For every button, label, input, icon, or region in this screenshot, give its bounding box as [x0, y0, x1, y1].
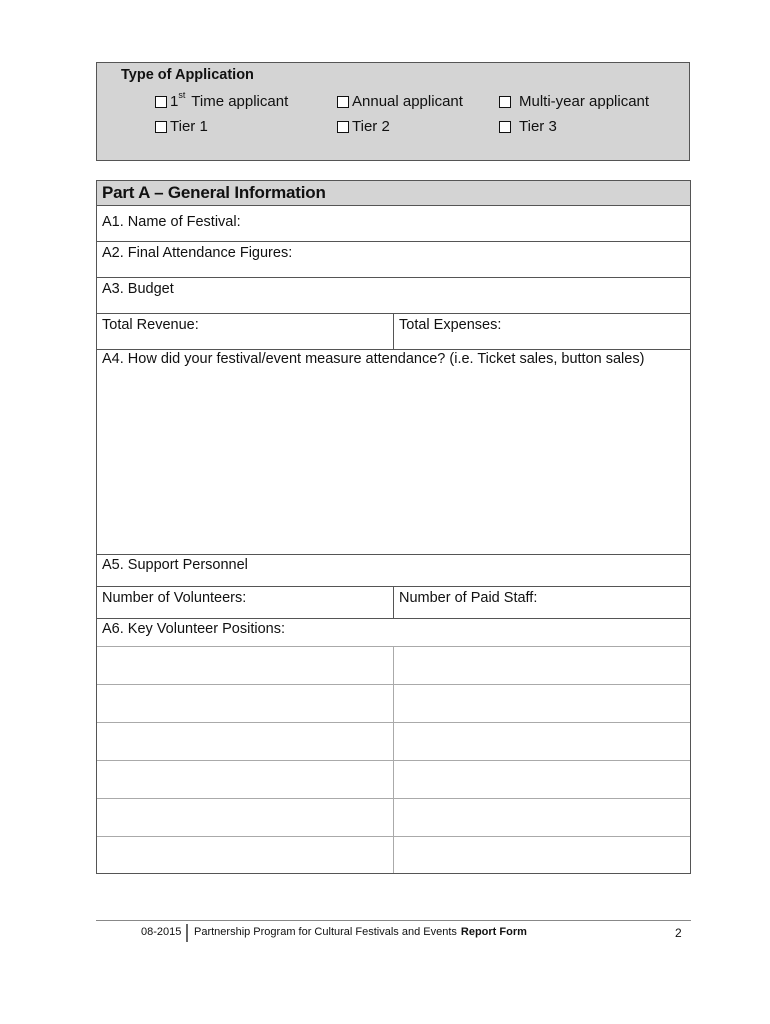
footer-date: 08-2015 [141, 926, 182, 938]
grid-divider [393, 837, 394, 873]
footer-separator [186, 924, 188, 942]
key-volunteer-positions-label: A6. Key Volunteer Positions: [102, 621, 285, 637]
footer-rule [96, 920, 691, 921]
grid-divider [393, 647, 394, 684]
attendance-figures-label: A2. Final Attendance Figures: [102, 245, 293, 261]
application-type-title: Type of Application [121, 67, 254, 83]
tier-1-checkbox[interactable] [155, 121, 167, 133]
paid-staff-count-field[interactable]: Number of Paid Staff: [399, 590, 538, 606]
grid-divider [393, 799, 394, 836]
tier-3-checkbox[interactable] [499, 121, 511, 133]
footer-program-name: Partnership Program for Cultural Festivals and Events [194, 926, 457, 938]
application-type-section [96, 62, 690, 161]
personnel-column-divider [393, 587, 394, 618]
budget-label: A3. Budget [102, 281, 174, 297]
tier-2-checkbox[interactable] [337, 121, 349, 133]
tier-1-label: Tier 1 [170, 118, 208, 135]
budget-totals-row [97, 314, 690, 350]
attendance-figures-row[interactable] [97, 242, 690, 278]
support-personnel-row [97, 555, 690, 587]
volunteer-position-row[interactable] [97, 647, 690, 685]
festival-name-row[interactable] [97, 206, 690, 242]
multi-year-applicant-option[interactable] [499, 93, 649, 110]
multi-year-label: Multi-year applicant [519, 93, 650, 110]
total-expenses-field[interactable]: Total Expenses: [399, 317, 502, 333]
first-time-applicant-option[interactable] [155, 90, 289, 110]
volunteer-position-row[interactable] [97, 761, 690, 799]
grid-divider [393, 723, 394, 760]
attendance-measure-label: A4. How did your festival/event measure attendance? (i.e. Ticket sales, button sales) [102, 351, 645, 367]
tier-3-label: Tier 3 [519, 118, 557, 135]
volunteer-position-row[interactable] [97, 685, 690, 723]
volunteer-position-row[interactable] [97, 799, 690, 837]
volunteer-position-row[interactable] [97, 723, 690, 761]
grid-divider [393, 685, 394, 722]
budget-column-divider [393, 314, 394, 349]
part-a-title: Part A – General Information [102, 183, 326, 202]
attendance-measure-row[interactable] [97, 350, 690, 555]
footer-program-title [194, 926, 527, 938]
annual-applicant-option[interactable] [337, 93, 463, 110]
volunteers-count-field[interactable]: Number of Volunteers: [102, 590, 247, 606]
multi-year-checkbox[interactable] [499, 96, 511, 108]
volunteer-position-row[interactable] [97, 837, 690, 873]
part-a-header [97, 181, 690, 206]
tier-1-option[interactable] [155, 118, 208, 135]
key-volunteer-positions-row [97, 619, 690, 647]
tier-3-option[interactable] [499, 118, 557, 135]
grid-divider [393, 761, 394, 798]
tier-2-label: Tier 2 [352, 118, 390, 135]
personnel-counts-row [97, 587, 690, 619]
part-a-section [96, 180, 691, 874]
tier-2-option[interactable] [337, 118, 390, 135]
budget-row [97, 278, 690, 314]
annual-label: Annual applicant [352, 93, 463, 110]
first-time-label: 1st Time applicant [170, 90, 289, 110]
total-revenue-field[interactable]: Total Revenue: [102, 317, 199, 333]
annual-checkbox[interactable] [337, 96, 349, 108]
page-number: 2 [675, 926, 682, 940]
support-personnel-label: A5. Support Personnel [102, 557, 248, 573]
festival-name-label: A1. Name of Festival: [102, 214, 241, 230]
first-time-checkbox[interactable] [155, 96, 167, 108]
footer-form-name: Report Form [460, 926, 527, 938]
